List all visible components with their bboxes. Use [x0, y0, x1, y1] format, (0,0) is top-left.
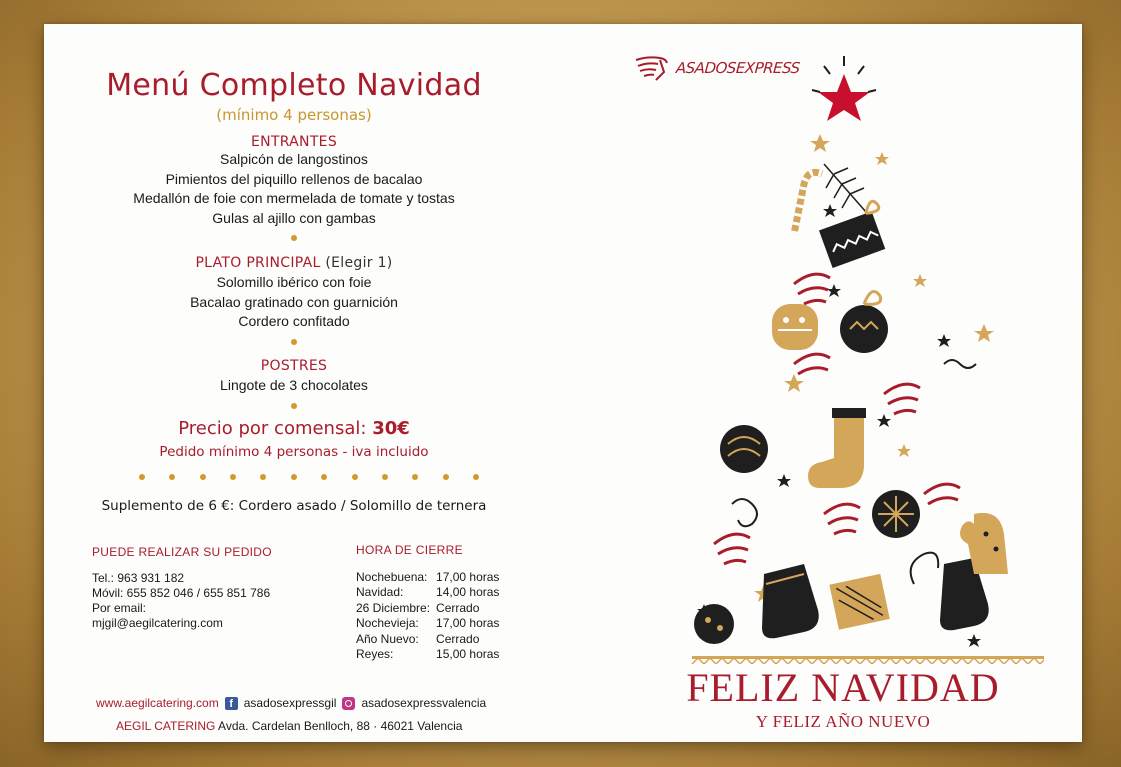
- mobile: Móvil: 655 852 046 / 655 851 786: [92, 586, 271, 600]
- closing-heading: HORA DE CIERRE: [356, 543, 463, 557]
- closing-day: Nochevieja:: [356, 616, 419, 631]
- principal-heading: [44, 255, 544, 271]
- closing-row: [356, 647, 499, 662]
- email-label: Por email:: [92, 601, 147, 615]
- principal-heading-text: PLATO PRINCIPAL: [195, 255, 321, 271]
- facebook-icon: f: [225, 697, 238, 710]
- separator-dot: [291, 235, 297, 241]
- star-icon: [818, 74, 870, 121]
- closing-time: 17,00 horas: [436, 616, 500, 631]
- company-name: AEGIL CATERING: [116, 719, 216, 733]
- closing-time: 14,00 horas: [436, 585, 500, 600]
- closing-day: Navidad:: [356, 585, 404, 600]
- closing-day: Reyes:: [356, 647, 394, 662]
- order-heading: PUEDE REALIZAR SU PEDIDO: [92, 545, 272, 559]
- address: Avda. Cardelan Benlloch, 88 · 46021 Valencia: [218, 719, 463, 733]
- instagram-icon: [342, 697, 355, 710]
- menu-card: [44, 24, 1082, 742]
- principal-note: (Elegir 1): [325, 255, 393, 271]
- menu-item: Cordero confitado: [238, 313, 350, 329]
- closing-day: Nochebuena:: [356, 570, 428, 584]
- dots-divider: [139, 474, 479, 480]
- cookie-icon: [772, 304, 818, 350]
- closing-time: 17,00 horas: [436, 570, 500, 584]
- closing-row: [356, 570, 499, 585]
- greeting-subtitle: Y FELIZ AÑO NUEVO: [755, 712, 931, 731]
- section-postres: [44, 358, 544, 409]
- website-link[interactable]: www.aegilcatering.com: [96, 696, 219, 710]
- closing-row: [356, 601, 499, 616]
- instagram-handle[interactable]: asadosexpressvalencia: [361, 696, 487, 710]
- menu-title: Menú Completo Navidad: [106, 68, 482, 103]
- min-order-note: Pedido mínimo 4 personas - iva incluido: [159, 444, 429, 460]
- closing-table: [356, 570, 499, 662]
- menu-item: Solomillo ibérico con foie: [216, 274, 372, 290]
- closing-row: [356, 616, 499, 631]
- logo-text: ASADOSEXPRESS: [675, 59, 801, 77]
- email-link[interactable]: mjgil@aegilcatering.com: [92, 616, 223, 630]
- menu-item: Gulas al ajillo con gambas: [212, 209, 376, 226]
- separator-dot: [291, 403, 297, 409]
- closing-row: [356, 632, 499, 647]
- closing-time: 15,00 horas: [436, 647, 500, 662]
- greeting-title: FELIZ NAVIDAD: [686, 665, 1000, 710]
- closing-time: Cerrado: [436, 631, 480, 646]
- menu-item: Bacalao gratinado con guarnición: [190, 293, 398, 310]
- gold-gift-icon: [829, 574, 889, 630]
- section-entrantes: [44, 134, 544, 241]
- menu-item: Medallón de foie con mermelada de tomate y tostas: [133, 190, 455, 206]
- supplement-note: Suplemento de 6 €: Cordero asado / Solomillo de ternera: [101, 498, 487, 514]
- menu-subtitle: (mínimo 4 personas): [216, 106, 372, 124]
- closing-row: [356, 585, 499, 600]
- postres-heading: POSTRES: [260, 358, 328, 374]
- price-label: Precio por comensal:: [178, 418, 367, 439]
- price-line: [44, 418, 544, 439]
- footer-address: [116, 719, 462, 733]
- christmas-tree-illustration: [644, 44, 1044, 664]
- menu-panel: [44, 24, 604, 742]
- order-info: [92, 571, 270, 631]
- menu-item: Salpicón de langostinos: [220, 151, 368, 167]
- menu-item: Lingote de 3 chocolates: [220, 377, 368, 393]
- closing-time: Cerrado: [436, 600, 480, 615]
- section-principal: [44, 255, 544, 345]
- greeting-panel: [604, 24, 1082, 742]
- facebook-handle[interactable]: asadosexpressgil: [243, 696, 337, 710]
- closing-day: Año Nuevo:: [356, 631, 419, 646]
- price-value: 30€: [372, 418, 410, 439]
- separator-dot: [291, 339, 297, 345]
- entrantes-heading: ENTRANTES: [250, 134, 338, 150]
- footer-links: [96, 696, 486, 710]
- closing-day: 26 Diciembre:: [356, 600, 431, 615]
- phone: Tel.: 963 931 182: [92, 571, 185, 585]
- menu-item: Pimientos del piquillo rellenos de bacalao: [165, 170, 423, 187]
